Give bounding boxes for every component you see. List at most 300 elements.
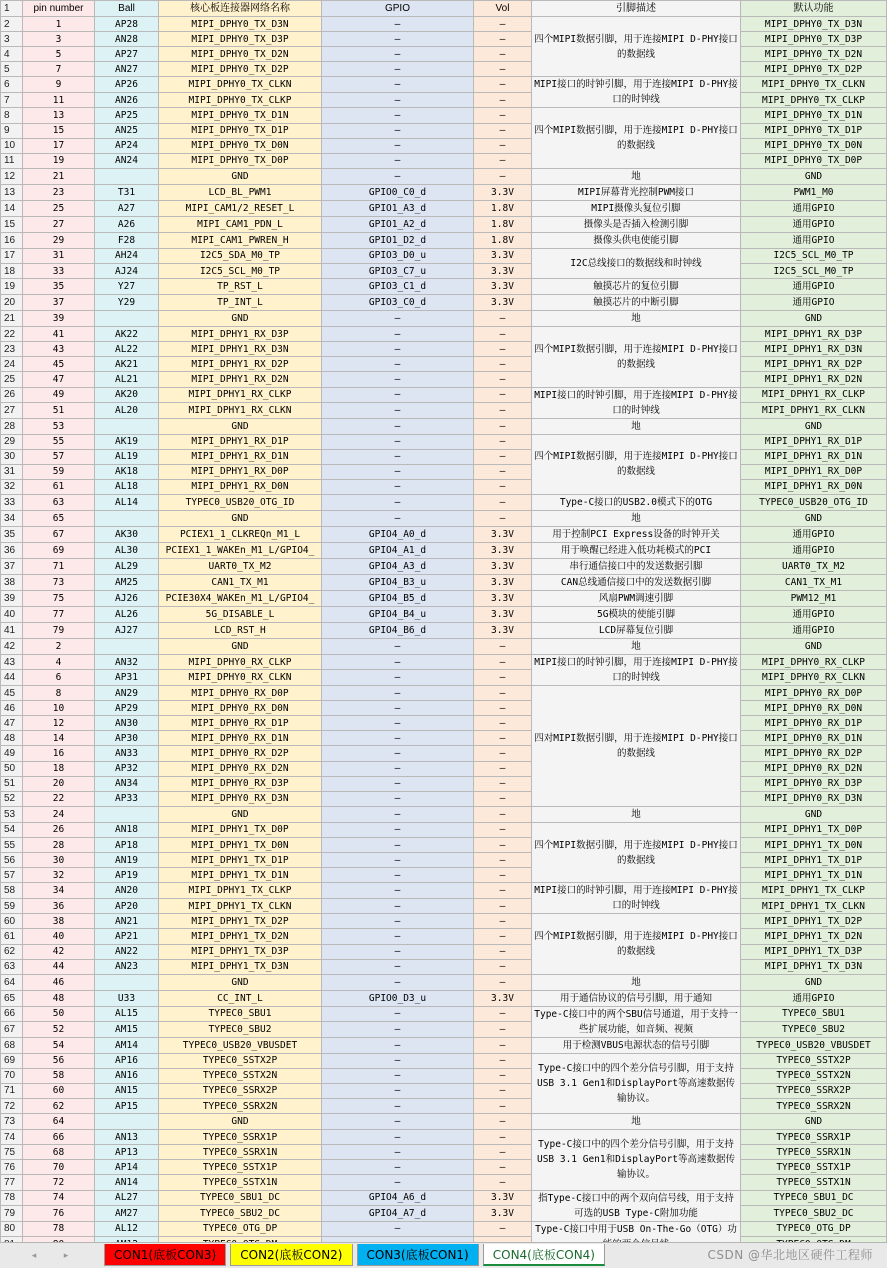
- pin-number-cell[interactable]: 5: [23, 47, 95, 62]
- default-function-cell[interactable]: MIPI_DPHY0_TX_D3P: [741, 32, 887, 47]
- net-name-cell[interactable]: MIPI_DPHY1_RX_D1N: [159, 449, 322, 464]
- ball-cell[interactable]: AJ24: [95, 263, 159, 278]
- vol-cell[interactable]: —: [474, 510, 532, 526]
- ball-cell[interactable]: AN25: [95, 123, 159, 138]
- gpio-cell[interactable]: —: [322, 510, 474, 526]
- net-name-cell[interactable]: MIPI_DPHY1_RX_D3N: [159, 342, 322, 357]
- ball-cell[interactable]: AN20: [95, 883, 159, 899]
- net-name-cell[interactable]: TYPEC0_SBU2: [159, 1022, 322, 1038]
- description-cell[interactable]: 地: [532, 418, 741, 434]
- ball-cell[interactable]: AJ26: [95, 590, 159, 606]
- ball-cell[interactable]: AL20: [95, 403, 159, 419]
- default-function-cell[interactable]: GND: [741, 638, 887, 654]
- ball-cell[interactable]: AP18: [95, 837, 159, 852]
- default-function-cell[interactable]: GND: [741, 806, 887, 822]
- vol-cell[interactable]: —: [474, 403, 532, 419]
- gpio-cell[interactable]: —: [322, 654, 474, 670]
- ball-cell[interactable]: [95, 418, 159, 434]
- description-cell[interactable]: 四个MIPI数据引脚，用于连接MIPI D-PHY接口的数据线: [532, 434, 741, 494]
- net-name-cell[interactable]: LCD_RST_H: [159, 622, 322, 638]
- ball-cell[interactable]: [95, 974, 159, 990]
- ball-cell[interactable]: Y29: [95, 295, 159, 311]
- net-name-cell[interactable]: CAN1_TX_M1: [159, 574, 322, 590]
- gpio-cell[interactable]: —: [322, 32, 474, 47]
- description-cell[interactable]: 地: [532, 1114, 741, 1130]
- sheet-tab-2[interactable]: CON2(底板CON2): [230, 1244, 352, 1266]
- default-function-cell[interactable]: GND: [741, 1114, 887, 1130]
- vol-cell[interactable]: —: [474, 327, 532, 342]
- vol-cell[interactable]: —: [474, 716, 532, 731]
- gpio-cell[interactable]: GPIO0_C0_d: [322, 184, 474, 200]
- description-cell[interactable]: 触摸芯片的中断引脚: [532, 295, 741, 311]
- gpio-cell[interactable]: GPIO1_A2_d: [322, 216, 474, 232]
- default-function-cell[interactable]: TYPEC0_SSRX2N: [741, 1099, 887, 1114]
- default-function-cell[interactable]: GND: [741, 418, 887, 434]
- net-name-cell[interactable]: MIPI_DPHY0_TX_CLKN: [159, 77, 322, 93]
- net-name-cell[interactable]: UART0_TX_M2: [159, 558, 322, 574]
- vol-cell[interactable]: —: [474, 357, 532, 372]
- ball-cell[interactable]: AN34: [95, 776, 159, 791]
- vol-cell[interactable]: —: [474, 806, 532, 822]
- default-function-cell[interactable]: MIPI_DPHY0_TX_D1N: [741, 108, 887, 123]
- vol-cell[interactable]: —: [474, 434, 532, 449]
- net-name-cell[interactable]: MIPI_DPHY1_TX_D3P: [159, 944, 322, 959]
- default-function-cell[interactable]: MIPI_DPHY1_TX_CLKN: [741, 898, 887, 914]
- vol-cell[interactable]: —: [474, 685, 532, 700]
- default-function-cell[interactable]: PWM1_M0: [741, 184, 887, 200]
- default-function-cell[interactable]: TYPEC0_USB20_OTG_ID: [741, 494, 887, 510]
- gpio-cell[interactable]: —: [322, 791, 474, 806]
- gpio-cell[interactable]: —: [322, 1037, 474, 1053]
- vol-cell[interactable]: —: [474, 494, 532, 510]
- description-cell[interactable]: MIPI接口的时钟引脚，用于连接MIPI D-PHY接口的时钟线: [532, 387, 741, 418]
- pin-number-cell[interactable]: 63: [23, 494, 95, 510]
- ball-cell[interactable]: AN26: [95, 92, 159, 108]
- default-function-cell[interactable]: MIPI_DPHY0_TX_D3N: [741, 17, 887, 32]
- ball-cell[interactable]: AK18: [95, 464, 159, 479]
- ball-cell[interactable]: AN15: [95, 1083, 159, 1098]
- description-cell[interactable]: 四个MIPI数据引脚，用于连接MIPI D-PHY接口的数据线: [532, 108, 741, 168]
- vol-cell[interactable]: 3.3V: [474, 263, 532, 278]
- default-function-cell[interactable]: I2C5_SCL_M0_TP: [741, 263, 887, 278]
- gpio-cell[interactable]: —: [322, 914, 474, 929]
- description-cell[interactable]: Type-C接口的USB2.0模式下的OTG: [532, 494, 741, 510]
- gpio-cell[interactable]: —: [322, 1083, 474, 1098]
- gpio-cell[interactable]: —: [322, 342, 474, 357]
- pin-number-cell[interactable]: 75: [23, 590, 95, 606]
- description-cell[interactable]: MIPI接口的时钟引脚，用于连接MIPI D-PHY接口的时钟线: [532, 883, 741, 914]
- default-function-cell[interactable]: MIPI_DPHY1_TX_CLKP: [741, 883, 887, 899]
- ball-cell[interactable]: AL12: [95, 1221, 159, 1237]
- description-cell[interactable]: MIPI摄像头复位引脚: [532, 200, 741, 216]
- ball-cell[interactable]: AP30: [95, 731, 159, 746]
- gpio-cell[interactable]: —: [322, 1145, 474, 1160]
- net-name-cell[interactable]: MIPI_DPHY0_RX_D2P: [159, 746, 322, 761]
- net-name-cell[interactable]: MIPI_DPHY0_RX_D1N: [159, 731, 322, 746]
- gpio-cell[interactable]: —: [322, 806, 474, 822]
- ball-header[interactable]: Ball: [95, 1, 159, 17]
- net-name-cell[interactable]: MIPI_DPHY0_TX_D1N: [159, 108, 322, 123]
- net-name-cell[interactable]: GND: [159, 311, 322, 327]
- ball-cell[interactable]: AP21: [95, 929, 159, 944]
- pin-number-cell[interactable]: 66: [23, 1130, 95, 1145]
- pin-number-cell[interactable]: 70: [23, 1160, 95, 1175]
- net-name-cell[interactable]: MIPI_DPHY1_RX_D3P: [159, 327, 322, 342]
- net-name-cell[interactable]: MIPI_DPHY1_TX_CLKN: [159, 898, 322, 914]
- description-cell[interactable]: LCD屏幕复位引脚: [532, 622, 741, 638]
- gpio-cell[interactable]: —: [322, 138, 474, 153]
- pin-number-cell[interactable]: 4: [23, 654, 95, 670]
- net-name-cell[interactable]: MIPI_DPHY1_TX_D3N: [159, 959, 322, 974]
- default-function-cell[interactable]: GND: [741, 311, 887, 327]
- description-cell[interactable]: MIPI接口的时钟引脚，用于连接MIPI D-PHY接口的时钟线: [532, 77, 741, 108]
- vol-cell[interactable]: 3.3V: [474, 279, 532, 295]
- net-name-cell[interactable]: GND: [159, 974, 322, 990]
- ball-cell[interactable]: AL19: [95, 449, 159, 464]
- pin-number-cell[interactable]: 13: [23, 108, 95, 123]
- default-function-cell[interactable]: GND: [741, 510, 887, 526]
- pin-number-cell[interactable]: 50: [23, 1006, 95, 1022]
- net-name-cell[interactable]: TYPEC0_OTG_DP: [159, 1221, 322, 1237]
- pin-number-cell[interactable]: 12: [23, 716, 95, 731]
- vol-cell[interactable]: 1.8V: [474, 216, 532, 232]
- pin-number-cell[interactable]: 61: [23, 479, 95, 494]
- ball-cell[interactable]: AL22: [95, 342, 159, 357]
- vol-cell[interactable]: 3.3V: [474, 184, 532, 200]
- pin-number-cell[interactable]: 1: [23, 17, 95, 32]
- gpio-cell[interactable]: —: [322, 1053, 474, 1068]
- pin-number-cell[interactable]: 20: [23, 776, 95, 791]
- net-name-cell[interactable]: MIPI_DPHY0_TX_D3N: [159, 17, 322, 32]
- vol-cell[interactable]: 3.3V: [474, 1206, 532, 1222]
- gpio-header[interactable]: GPIO: [322, 1, 474, 17]
- gpio-cell[interactable]: —: [322, 959, 474, 974]
- gpio-cell[interactable]: GPIO4_A6_d: [322, 1190, 474, 1206]
- ball-cell[interactable]: AP24: [95, 138, 159, 153]
- sheet-tab-1[interactable]: CON1(底板CON3): [104, 1244, 226, 1266]
- description-cell[interactable]: 地: [532, 510, 741, 526]
- net-name-cell[interactable]: MIPI_DPHY0_TX_D2N: [159, 47, 322, 62]
- ball-cell[interactable]: AP20: [95, 898, 159, 914]
- pin-number-cell[interactable]: 10: [23, 701, 95, 716]
- vol-cell[interactable]: —: [474, 418, 532, 434]
- net-name-cell[interactable]: PCIE30X4_WAKEn_M1_L/GPIO4_: [159, 590, 322, 606]
- pin-number-cell[interactable]: 11: [23, 92, 95, 108]
- net-name-cell[interactable]: TYPEC0_SSTX1P: [159, 1160, 322, 1175]
- gpio-cell[interactable]: —: [322, 837, 474, 852]
- description-cell[interactable]: 四个MIPI数据引脚，用于连接MIPI D-PHY接口的数据线: [532, 327, 741, 387]
- gpio-cell[interactable]: —: [322, 822, 474, 837]
- gpio-cell[interactable]: —: [322, 403, 474, 419]
- net-name-cell[interactable]: TYPEC0_SSRX1N: [159, 1145, 322, 1160]
- default-function-cell[interactable]: TYPEC0_SSRX1P: [741, 1130, 887, 1145]
- vol-cell[interactable]: —: [474, 1099, 532, 1114]
- gpio-cell[interactable]: —: [322, 311, 474, 327]
- ball-cell[interactable]: AL14: [95, 494, 159, 510]
- description-cell[interactable]: 用于控制PCI Express设备的时钟开关: [532, 526, 741, 542]
- gpio-cell[interactable]: —: [322, 108, 474, 123]
- gpio-cell[interactable]: GPIO4_B5_d: [322, 590, 474, 606]
- vol-cell[interactable]: —: [474, 464, 532, 479]
- gpio-cell[interactable]: —: [322, 77, 474, 93]
- gpio-cell[interactable]: GPIO3_C0_d: [322, 295, 474, 311]
- default-function-cell[interactable]: MIPI_DPHY0_TX_D2P: [741, 62, 887, 77]
- pin-number-cell[interactable]: 62: [23, 1099, 95, 1114]
- default-function-cell[interactable]: MIPI_DPHY1_RX_D3P: [741, 327, 887, 342]
- pin-number-cell[interactable]: 41: [23, 327, 95, 342]
- vol-cell[interactable]: 3.3V: [474, 1190, 532, 1206]
- pin-number-cell[interactable]: 3: [23, 32, 95, 47]
- net-name-cell[interactable]: MIPI_DPHY0_TX_D1P: [159, 123, 322, 138]
- pin-number-cell[interactable]: 16: [23, 746, 95, 761]
- gpio-cell[interactable]: GPIO3_C7_u: [322, 263, 474, 278]
- ball-cell[interactable]: AN18: [95, 822, 159, 837]
- gpio-cell[interactable]: —: [322, 776, 474, 791]
- ball-cell[interactable]: AL27: [95, 1190, 159, 1206]
- pin-number-cell[interactable]: 71: [23, 558, 95, 574]
- net-name-cell[interactable]: MIPI_DPHY1_TX_D2N: [159, 929, 322, 944]
- ball-cell[interactable]: AP32: [95, 761, 159, 776]
- default-function-cell[interactable]: MIPI_DPHY0_RX_D3N: [741, 791, 887, 806]
- pin-number-cell[interactable]: 48: [23, 990, 95, 1006]
- net-name-cell[interactable]: TYPEC0_SSRX1P: [159, 1130, 322, 1145]
- net-name-cell[interactable]: TYPEC0_SBU2_DC: [159, 1206, 322, 1222]
- net-name-cell[interactable]: MIPI_DPHY0_RX_D0N: [159, 701, 322, 716]
- description-cell[interactable]: Type-C接口中用于USB On-The-Go（OTG）功: [532, 1221, 741, 1252]
- default-function-cell[interactable]: MIPI_DPHY0_RX_D2N: [741, 761, 887, 776]
- default-function-cell[interactable]: MIPI_DPHY0_RX_CLKP: [741, 654, 887, 670]
- vol-cell[interactable]: —: [474, 654, 532, 670]
- vol-cell[interactable]: —: [474, 138, 532, 153]
- pin-number-cell[interactable]: 25: [23, 200, 95, 216]
- net-name-cell[interactable]: TYPEC0_USB20_VBUSDET: [159, 1037, 322, 1053]
- gpio-cell[interactable]: —: [322, 387, 474, 403]
- default-function-cell[interactable]: 通用GPIO: [741, 295, 887, 311]
- ball-cell[interactable]: AN16: [95, 1068, 159, 1083]
- default-function-cell[interactable]: TYPEC0_OTG_DP: [741, 1221, 887, 1237]
- default-function-cell[interactable]: 通用GPIO: [741, 526, 887, 542]
- ball-cell[interactable]: AN21: [95, 914, 159, 929]
- ball-cell[interactable]: A26: [95, 216, 159, 232]
- net-name-cell[interactable]: CC_INT_L: [159, 990, 322, 1006]
- default-function-cell[interactable]: TYPEC0_SSTX1P: [741, 1160, 887, 1175]
- net-name-cell[interactable]: MIPI_DPHY1_TX_D0P: [159, 822, 322, 837]
- pin-number-cell[interactable]: 34: [23, 883, 95, 899]
- default-function-cell[interactable]: 通用GPIO: [741, 232, 887, 248]
- net-name-cell[interactable]: TP_RST_L: [159, 279, 322, 295]
- gpio-cell[interactable]: GPIO4_A1_d: [322, 542, 474, 558]
- gpio-cell[interactable]: —: [322, 92, 474, 108]
- ball-cell[interactable]: [95, 806, 159, 822]
- ball-cell[interactable]: AP14: [95, 1160, 159, 1175]
- gpio-cell[interactable]: —: [322, 357, 474, 372]
- gpio-cell[interactable]: —: [322, 168, 474, 184]
- description-cell[interactable]: 指Type-C接口中的两个双向信号线，用于支持可选的USB Type-C附加功能: [532, 1190, 741, 1221]
- vol-cell[interactable]: —: [474, 638, 532, 654]
- vol-cell[interactable]: —: [474, 898, 532, 914]
- vol-cell[interactable]: —: [474, 1022, 532, 1038]
- gpio-cell[interactable]: —: [322, 898, 474, 914]
- vol-cell[interactable]: —: [474, 974, 532, 990]
- description-cell[interactable]: I2C总线接口的数据线和时钟线: [532, 248, 741, 278]
- gpio-cell[interactable]: —: [322, 638, 474, 654]
- description-cell[interactable]: 地: [532, 168, 741, 184]
- vol-cell[interactable]: 3.3V: [474, 558, 532, 574]
- ball-cell[interactable]: AP31: [95, 670, 159, 686]
- pin-number-cell[interactable]: 19: [23, 153, 95, 168]
- vol-cell[interactable]: —: [474, 1221, 532, 1237]
- gpio-cell[interactable]: —: [322, 701, 474, 716]
- net-name-cell[interactable]: MIPI_DPHY1_RX_CLKN: [159, 403, 322, 419]
- vol-cell[interactable]: 3.3V: [474, 542, 532, 558]
- ball-cell[interactable]: [95, 311, 159, 327]
- pin-number-cell[interactable]: 56: [23, 1053, 95, 1068]
- net-name-cell[interactable]: I2C5_SDA_M0_TP: [159, 248, 322, 263]
- ball-cell[interactable]: A27: [95, 200, 159, 216]
- pin-number-cell[interactable]: 53: [23, 418, 95, 434]
- net-name-cell[interactable]: GND: [159, 1114, 322, 1130]
- net-name-cell[interactable]: GND: [159, 638, 322, 654]
- pin-number-cell[interactable]: 74: [23, 1190, 95, 1206]
- default-function-cell[interactable]: MIPI_DPHY0_TX_CLKN: [741, 77, 887, 93]
- gpio-cell[interactable]: —: [322, 716, 474, 731]
- description-cell[interactable]: Type-C接口中的四个差分信号引脚，用于支持USB 3.1 Gen1和DisplayPort等高速数据传输协议。: [532, 1053, 741, 1113]
- first-sheet-arrow-icon[interactable]: ◂: [31, 1251, 37, 1261]
- ball-cell[interactable]: [95, 168, 159, 184]
- pin-number-cell[interactable]: 29: [23, 232, 95, 248]
- pin-number-cell[interactable]: 32: [23, 868, 95, 883]
- pin-number-cell[interactable]: 60: [23, 1083, 95, 1098]
- ball-cell[interactable]: AM27: [95, 1206, 159, 1222]
- default-function-cell[interactable]: TYPEC0_SBU1_DC: [741, 1190, 887, 1206]
- description-cell[interactable]: MIPI接口的时钟引脚，用于连接MIPI D-PHY接口的时钟线: [532, 654, 741, 685]
- ball-cell[interactable]: F28: [95, 232, 159, 248]
- pin-number-cell[interactable]: 38: [23, 914, 95, 929]
- vol-cell[interactable]: —: [474, 17, 532, 32]
- ball-cell[interactable]: AL26: [95, 606, 159, 622]
- gpio-cell[interactable]: —: [322, 418, 474, 434]
- default-function-cell[interactable]: MIPI_DPHY1_RX_D2P: [741, 357, 887, 372]
- net-name-cell[interactable]: TYPEC0_SSTX2N: [159, 1068, 322, 1083]
- description-cell[interactable]: 四个MIPI数据引脚，用于连接MIPI D-PHY接口的数据线: [532, 17, 741, 77]
- ball-cell[interactable]: AM14: [95, 1037, 159, 1053]
- gpio-cell[interactable]: —: [322, 1221, 474, 1237]
- vol-cell[interactable]: —: [474, 761, 532, 776]
- ball-cell[interactable]: AL15: [95, 1006, 159, 1022]
- description-cell[interactable]: 5G模块的使能引脚: [532, 606, 741, 622]
- ball-cell[interactable]: AK20: [95, 387, 159, 403]
- default-function-cell[interactable]: TYPEC0_SSRX1N: [741, 1145, 887, 1160]
- pin-number-cell[interactable]: 2: [23, 638, 95, 654]
- gpio-cell[interactable]: —: [322, 1068, 474, 1083]
- pin-number-cell[interactable]: 46: [23, 974, 95, 990]
- pin-number-cell[interactable]: 68: [23, 1145, 95, 1160]
- default-function-cell[interactable]: MIPI_DPHY1_TX_D3P: [741, 944, 887, 959]
- default-function-cell[interactable]: 通用GPIO: [741, 542, 887, 558]
- pin-number-cell[interactable]: 67: [23, 526, 95, 542]
- vol-cell[interactable]: —: [474, 746, 532, 761]
- pin-number-cell[interactable]: 26: [23, 822, 95, 837]
- vol-cell[interactable]: —: [474, 1114, 532, 1130]
- net-name-cell[interactable]: MIPI_CAM1/2_RESET_L: [159, 200, 322, 216]
- ball-cell[interactable]: AK22: [95, 327, 159, 342]
- net-name-header[interactable]: 核心板连接器网络名称: [159, 1, 322, 17]
- net-name-cell[interactable]: MIPI_DPHY0_TX_D0P: [159, 153, 322, 168]
- default-function-header[interactable]: 默认功能: [741, 1, 887, 17]
- vol-cell[interactable]: —: [474, 62, 532, 77]
- default-function-cell[interactable]: PWM12_M1: [741, 590, 887, 606]
- pin-number-cell[interactable]: 40: [23, 929, 95, 944]
- net-name-cell[interactable]: MIPI_CAM1_PWREN_H: [159, 232, 322, 248]
- net-name-cell[interactable]: MIPI_DPHY1_RX_D0N: [159, 479, 322, 494]
- pin-number-cell[interactable]: 55: [23, 434, 95, 449]
- default-function-cell[interactable]: TYPEC0_USB20_VBUSDET: [741, 1037, 887, 1053]
- ball-cell[interactable]: AN22: [95, 944, 159, 959]
- default-function-cell[interactable]: MIPI_DPHY1_RX_D0P: [741, 464, 887, 479]
- net-name-cell[interactable]: MIPI_DPHY0_RX_D2N: [159, 761, 322, 776]
- ball-cell[interactable]: AN30: [95, 716, 159, 731]
- net-name-cell[interactable]: MIPI_DPHY0_RX_CLKN: [159, 670, 322, 686]
- net-name-cell[interactable]: MIPI_DPHY0_TX_D0N: [159, 138, 322, 153]
- sheet-tab-3[interactable]: CON3(底板CON1): [357, 1244, 479, 1266]
- ball-cell[interactable]: AN29: [95, 685, 159, 700]
- vol-cell[interactable]: —: [474, 92, 532, 108]
- ball-cell[interactable]: AN23: [95, 959, 159, 974]
- ball-cell[interactable]: AL29: [95, 558, 159, 574]
- ball-cell[interactable]: AL30: [95, 542, 159, 558]
- gpio-cell[interactable]: GPIO4_A3_d: [322, 558, 474, 574]
- default-function-cell[interactable]: TYPEC0_SSTX2N: [741, 1068, 887, 1083]
- net-name-cell[interactable]: GND: [159, 418, 322, 434]
- net-name-cell[interactable]: MIPI_DPHY0_RX_D0P: [159, 685, 322, 700]
- gpio-cell[interactable]: —: [322, 62, 474, 77]
- pin-number-cell[interactable]: 27: [23, 216, 95, 232]
- description-cell[interactable]: CAN总线通信接口中的发送数据引脚: [532, 574, 741, 590]
- net-name-cell[interactable]: MIPI_DPHY1_RX_D2N: [159, 372, 322, 387]
- pin-number-cell[interactable]: 76: [23, 1206, 95, 1222]
- default-function-cell[interactable]: 通用GPIO: [741, 200, 887, 216]
- ball-cell[interactable]: AK19: [95, 434, 159, 449]
- pin-number-cell[interactable]: 51: [23, 403, 95, 419]
- ball-cell[interactable]: AP15: [95, 1099, 159, 1114]
- vol-cell[interactable]: —: [474, 959, 532, 974]
- description-cell[interactable]: 串行通信接口中的发送数据引脚: [532, 558, 741, 574]
- ball-cell[interactable]: AN19: [95, 853, 159, 868]
- net-name-cell[interactable]: MIPI_DPHY1_TX_CLKP: [159, 883, 322, 899]
- default-function-cell[interactable]: MIPI_DPHY1_TX_D3N: [741, 959, 887, 974]
- pin-number-cell[interactable]: 21: [23, 168, 95, 184]
- gpio-cell[interactable]: —: [322, 153, 474, 168]
- default-function-cell[interactable]: MIPI_DPHY1_TX_D1P: [741, 853, 887, 868]
- description-cell[interactable]: 地: [532, 638, 741, 654]
- ball-cell[interactable]: [95, 1114, 159, 1130]
- vol-cell[interactable]: —: [474, 311, 532, 327]
- ball-cell[interactable]: AN33: [95, 746, 159, 761]
- net-name-cell[interactable]: MIPI_DPHY1_TX_D1P: [159, 853, 322, 868]
- pin-number-cell[interactable]: 28: [23, 837, 95, 852]
- default-function-cell[interactable]: MIPI_DPHY1_RX_CLKP: [741, 387, 887, 403]
- default-function-cell[interactable]: MIPI_DPHY0_RX_D2P: [741, 746, 887, 761]
- vol-cell[interactable]: —: [474, 791, 532, 806]
- ball-cell[interactable]: U33: [95, 990, 159, 1006]
- gpio-cell[interactable]: GPIO4_B3_u: [322, 574, 474, 590]
- default-function-cell[interactable]: MIPI_DPHY0_TX_CLKP: [741, 92, 887, 108]
- gpio-cell[interactable]: —: [322, 1114, 474, 1130]
- description-header[interactable]: 引脚描述: [532, 1, 741, 17]
- ball-cell[interactable]: [95, 510, 159, 526]
- vol-cell[interactable]: 1.8V: [474, 200, 532, 216]
- description-cell[interactable]: MIPI屏幕背光控制PWM接口: [532, 184, 741, 200]
